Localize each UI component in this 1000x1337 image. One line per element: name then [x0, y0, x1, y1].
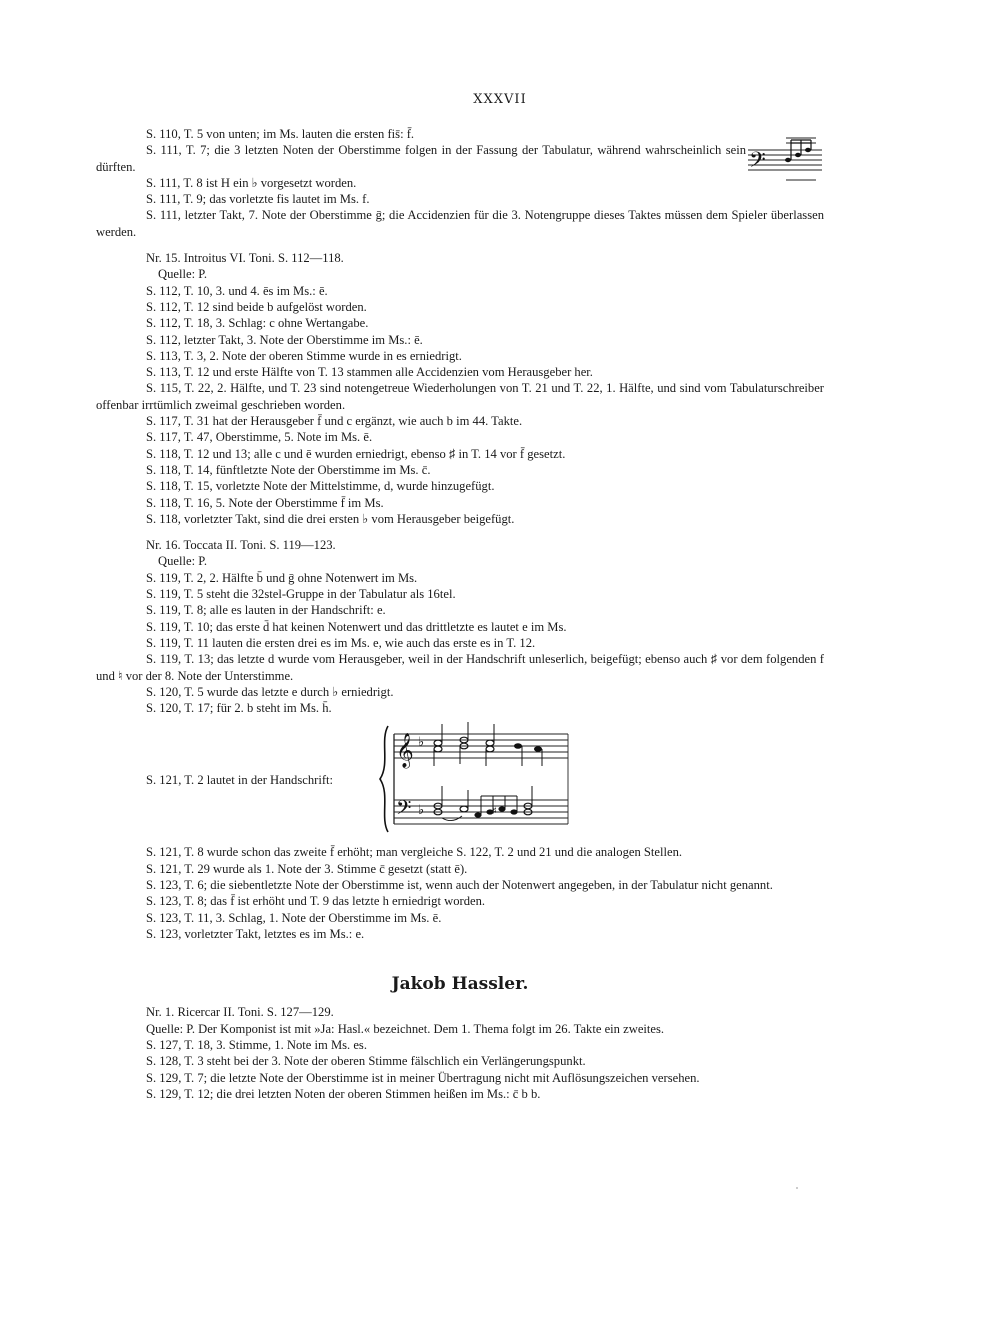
note-line: S. 115, T. 22, 2. Hälfte, und T. 23 sind notengetreue Wiederholungen von T. 21 und T. 22, 1. Hälfte, und sind vom Tabulaturschreiber offenbar irrtümlich zweimal geschrieben worden. — [96, 381, 824, 412]
note-line: S. 118, T. 16, 5. Note der Oberstimme f̄ im Ms. — [146, 495, 384, 510]
svg-text:𝄢: 𝄢 — [749, 148, 766, 178]
note-line: S. 123, vorletzter Takt, letztes es im Ms.: e. — [146, 926, 365, 941]
note-line: S. 111, T. 8 ist H ein ♭ vorgesetzt worden. — [146, 175, 357, 190]
note-line: S. 119, T. 8; alle es lauten in der Handschrift: e. — [146, 603, 386, 618]
note-line: S. 119, T. 11 lauten die ersten drei es im Ms. e, wie auch das erste es in T. 12. — [146, 635, 536, 650]
section-heading-nr16: Nr. 16. Toccata II. Toni. S. 119—123. Quelle: P. — [146, 538, 336, 569]
note-line: S. 121, T. 8 wurde schon das zweite f̄ erhöht; man vergleiche S. 122, T. 2 und 21 und die analogen Stellen. — [146, 845, 683, 860]
note-line: S. 118, vorletzter Takt, sind die drei ersten ♭ vom Herausgeber beigefügt. — [146, 511, 515, 526]
note-line: S. 121, T. 29 wurde als 1. Note der 3. Stimme c̄ gesetzt (statt ē). — [146, 861, 468, 876]
note-line: S. 117, T. 31 hat der Herausgeber f̄ und c ergänzt, wie auch b im 44. Takte. — [146, 414, 523, 429]
document-body — [96, 126, 824, 1102]
svg-text:♯: ♯ — [492, 806, 497, 818]
note-line: S. 112, T. 18, 3. Schlag: c ohne Wertangabe. — [146, 316, 369, 331]
note-line: S. 111, T. 9; das vorletzte fis lautet im Ms. f. — [146, 192, 370, 207]
note-line: S. 127, T. 18, 3. Stimme, 1. Note im Ms. es. — [146, 1038, 367, 1053]
note-line: S. 123, T. 11, 3. Schlag, 1. Note der Oberstimme im Ms. ē. — [146, 910, 442, 925]
note-line: S. 112, letzter Takt, 3. Note der Oberstimme im Ms.: ē. — [146, 332, 423, 347]
note-line: S. 117, T. 47, Oberstimme, 5. Note im Ms. ē. — [146, 430, 373, 445]
note-line: S. 129, T. 7; die letzte Note der Oberstimme ist in meiner Übertragung nicht mit Auflösungszeichen versehen. — [146, 1070, 700, 1085]
section-heading-hassler-nr1: Nr. 1. Ricercar II. Toni. S. 127—129. — [146, 1005, 334, 1020]
section-heading-nr15: Nr. 15. Introitus VI. Toni. S. 112—118. Quelle: P. — [146, 251, 344, 282]
note-line: S. 111, T. 7; die 3 letzten Noten der Oberstimme folgen in der Fassung der Tabulatur, während wahrscheinlich sein dürften. — [96, 143, 746, 174]
note-line: S. 119, T. 10; das erste d̄ hat keinen Notenwert und das drittletzte es lautet e im Ms. — [146, 619, 567, 634]
note-line: S. 112, T. 12 sind beide b aufgelöst worden. — [146, 299, 367, 314]
svg-text:♭: ♭ — [418, 735, 425, 751]
note-line: S. 128, T. 3 steht bei der 3. Note der oberen Stimme fälschlich ein Verlängerungspunkt. — [146, 1054, 586, 1069]
note-line: S. 110, T. 5 von unten; im Ms. lauten die ersten fis̄: f̄. — [146, 127, 415, 141]
note-line: S. 113, T. 3, 2. Note der oberen Stimme wurde in es erniedrigt. — [146, 348, 462, 363]
note-line: S. 118, T. 12 und 13; alle c und ē wurden erniedrigt, ebenso ♯ in T. 14 vor f̄ gesetzt. — [146, 446, 566, 461]
note-line: Quelle: P. Der Komponist ist mit »Ja: Hasl.« bezeichnet. Dem 1. Thema folgt im 26. Takte ein zweites. — [146, 1021, 665, 1036]
note-line: S. 118, T. 15, vorletzte Note der Mittelstimme, d, wurde hinzugefügt. — [146, 479, 495, 494]
example-label: S. 121, T. 2 lautet in der Handschrift: — [146, 773, 334, 788]
note-line: S. 119, T. 5 steht die 32stel-Gruppe in der Tabulatur als 16tel. — [146, 587, 456, 602]
note-line: S. 120, T. 17; für 2. b steht im Ms. h̄. — [146, 701, 332, 716]
note-line: S. 118, T. 14, fünftletzte Note der Oberstimme im Ms. c̄. — [146, 462, 431, 477]
page-number: XXXVII — [473, 92, 527, 107]
music-example — [96, 720, 824, 838]
note-line: S. 112, T. 10, 3. und 4. ēs im Ms.: ē. — [146, 283, 328, 298]
note-line: S. 120, T. 5 wurde das letzte e durch ♭ erniedrigt. — [146, 684, 394, 699]
note-line: S. 113, T. 12 und erste Hälfte von T. 13 stammen alle Accidenzien vom Herausgeber her. — [146, 365, 593, 380]
note-line: S. 123, T. 8; das f̄ ist erhöht und T. 9 das letzte h erniedrigt worden. — [146, 894, 486, 909]
music-example-score — [378, 720, 578, 838]
section-title-hassler: Jakob Hassler. — [391, 974, 529, 995]
note-line: S. 119, T. 13; das letzte d wurde vom Herausgeber, weil in der Handschrift unleserlich, beigefügt; ebenso auch ♯ vor dem folgenden f und ♮ vor der 8. Note der Unterstimme. — [96, 652, 824, 683]
svg-text:♭: ♭ — [418, 803, 425, 819]
svg-text:𝄢: 𝄢 — [396, 796, 412, 825]
note-line: S. 119, T. 2, 2. Hälfte b̄ und ḡ ohne Notenwert im Ms. — [146, 570, 418, 585]
note-line: S. 111, letzter Takt, 7. Note der Oberstimme ḡ; die Accidenzien für die 3. Notengruppe dieses Taktes müssen dem Spieler überlassen werden. — [96, 208, 824, 239]
note-line: S. 123, T. 6; die siebentletzte Note der Oberstimme ist, wenn auch der Notenwert angegeben, in der Tabulatur nicht genannt. — [146, 877, 773, 892]
svg-text:𝄞: 𝄞 — [396, 733, 414, 769]
page-speck — [796, 1187, 798, 1189]
note-line: S. 129, T. 12; die drei letzten Noten der oberen Stimmen heißen im Ms.: c̄ b b. — [146, 1086, 541, 1101]
